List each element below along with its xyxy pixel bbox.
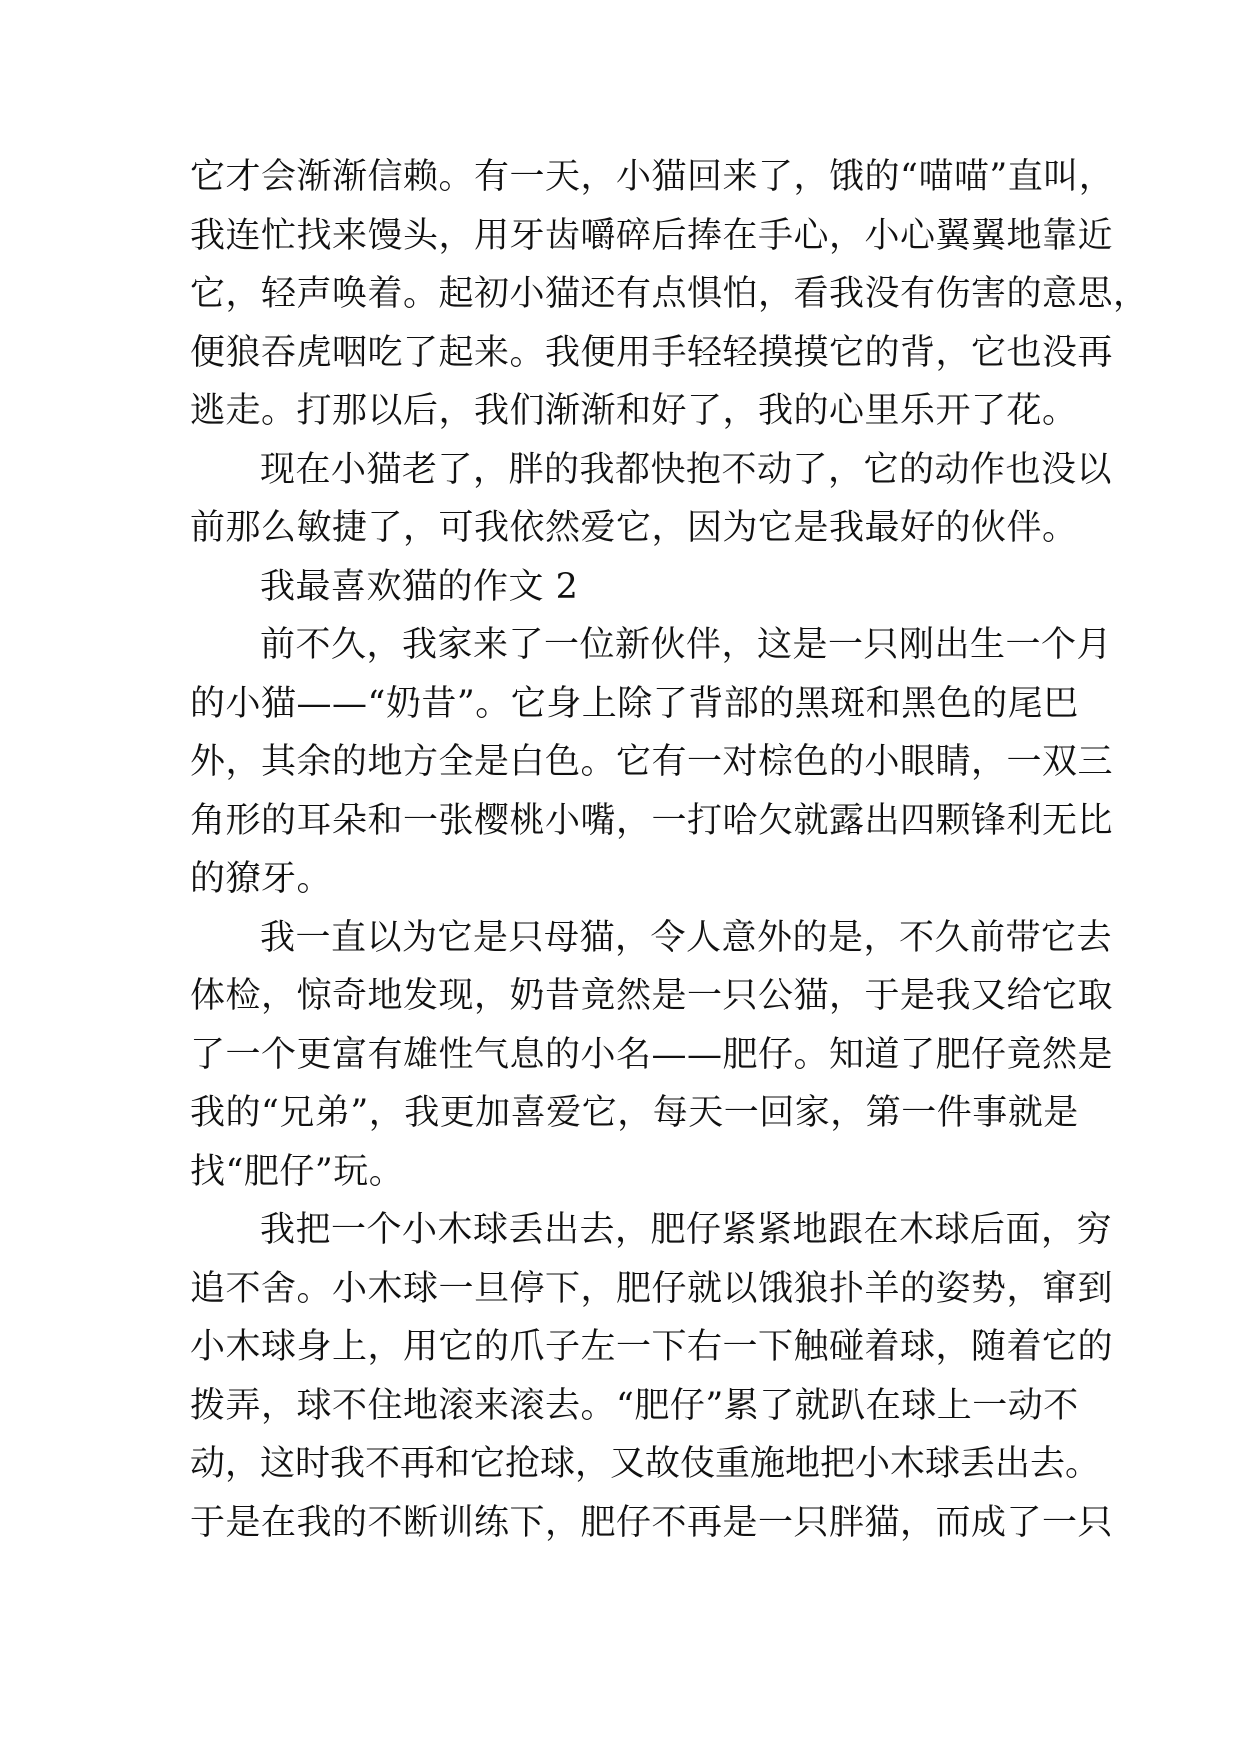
section-heading: 我最喜欢猫的作文 2: [260, 566, 579, 607]
text-line: 找“肥仔”玩。: [190, 1151, 405, 1192]
text-line: 我的“兄弟”，我更加喜爱它，每天一回家，第一件事就是: [190, 1093, 1079, 1133]
text-line: 外，其余的地方全是白色。它有一对棕色的小眼睛，一双三: [190, 742, 1114, 782]
text-line: 追不舍。小木球一旦停下，肥仔就以饿狼扑羊的姿势，窜到: [190, 1268, 1114, 1309]
paragraph-first-line: 我一直以为它是只母猫，令人意外的是，不久前带它去: [260, 917, 1113, 958]
text-line: 动，这时我不再和它抢球，又故伎重施地把小木球丢出去。: [190, 1444, 1101, 1484]
text-line: 前那么敏捷了，可我依然爱它，因为它是我最好的伙伴。: [190, 508, 1078, 548]
text-line: 我连忙找来馒头，用牙齿嚼碎后捧在手心，小心翼翼地靠近: [190, 215, 1114, 256]
text-line: 于是在我的不断训练下，肥仔不再是一只胖猫，而成了一只: [190, 1502, 1114, 1543]
paragraph-first-line: 现在小猫老了，胖的我都快抱不动了，它的动作也没以: [260, 449, 1113, 490]
text-line: 便狼吞虎咽吃了起来。我便用手轻轻摸摸它的背，它也没再: [190, 332, 1114, 373]
document-body: [190, 148, 1149, 1552]
paragraph-first-line: 我把一个小木球丢出去，肥仔紧紧地跟在木球后面，穷: [260, 1210, 1113, 1250]
text-line: 的小猫——“奶昔”。它身上除了背部的黑斑和黑色的尾巴: [190, 683, 1079, 724]
text-line: 的獠牙。: [190, 859, 333, 899]
text-line: 它，轻声唤着。起初小猫还有点惧怕，看我没有伤害的意思，: [190, 274, 1149, 314]
text-line: 逃走。打那以后，我们渐渐和好了，我的心里乐开了花。: [190, 391, 1078, 431]
text-line: 拨弄，球不住地滚来滚去。“肥仔”累了就趴在球上一动不: [190, 1385, 1079, 1426]
text-line: 小木球身上，用它的爪子左一下右一下触碰着球，随着它的: [190, 1327, 1114, 1367]
text-line: 角形的耳朵和一张樱桃小嘴，一打哈欠就露出四颗锋利无比: [190, 800, 1114, 841]
paragraph-first-line: 前不久，我家来了一位新伙伴，这是一只刚出生一个月: [260, 625, 1113, 665]
text-line: 了一个更富有雄性气息的小名——肥仔。知道了肥仔竟然是: [190, 1034, 1114, 1075]
text-line: 体检，惊奇地发现，奶昔竟然是一只公猫，于是我又给它取: [190, 976, 1114, 1016]
text-line: 它才会渐渐信赖。有一天，小猫回来了，饿的“喵喵”直叫，: [190, 157, 1115, 197]
